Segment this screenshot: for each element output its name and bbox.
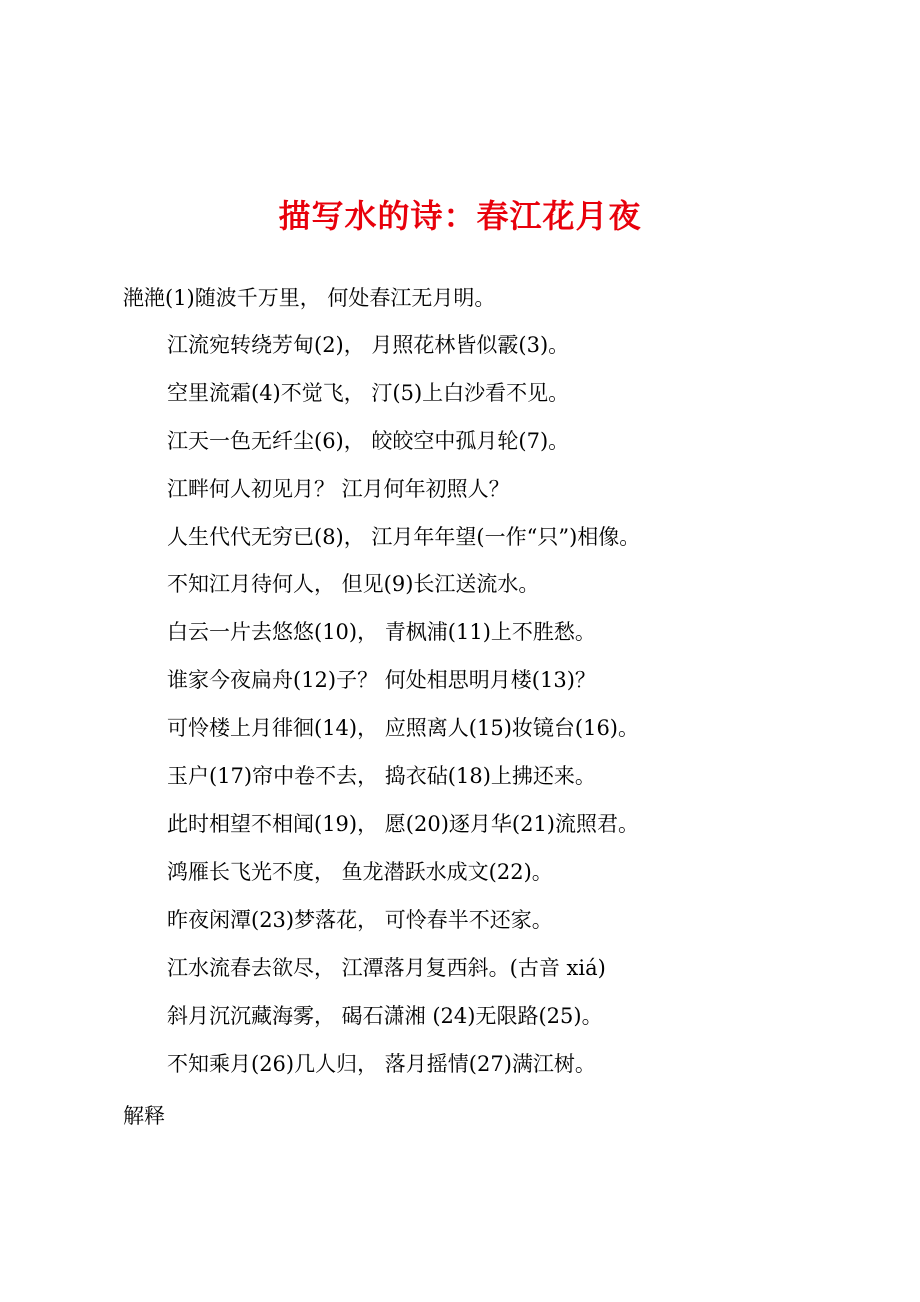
poem-line: 斜月沉沉藏海雾， 碣石潇湘 (24)无限路(25)。	[167, 1004, 603, 1028]
poem-line: 谁家今夜扁舟(12)子？ 何处相思明月楼(13)？	[167, 668, 596, 692]
poem-line: 不知乘月(26)几人归， 落月摇情(27)满江树。	[167, 1052, 596, 1076]
poem-line: 可怜楼上月徘徊(14)， 应照离人(15)妆镜台(16)。	[167, 716, 639, 740]
poem-line: 江流宛转绕芳甸(2)， 月照花林皆似霰(3)。	[167, 333, 570, 357]
poem-line: 白云一片去悠悠(10)， 青枫浦(11)上不胜愁。	[167, 620, 596, 644]
section-label-explanation: 解释	[123, 1104, 165, 1128]
poem-line: 江畔何人初见月？ 江月何年初照人？	[167, 477, 510, 501]
poem-line: 人生代代无穷已(8)， 江月年年望(一作“只”)相像。	[167, 525, 641, 549]
page-title: 描写水的诗：春江花月夜	[278, 197, 642, 235]
poem-line: 江水流春去欲尽， 江潭落月复西斜。(古音 xiá)	[167, 956, 606, 980]
poem-line: 空里流霜(4)不觉飞， 汀(5)上白沙看不见。	[167, 381, 570, 405]
poem-first-line: 滟滟(1)随波千万里， 何处春江无月明。	[123, 286, 496, 310]
poem-line: 昨夜闲潭(23)梦落花， 可怜春半不还家。	[167, 908, 553, 932]
poem-line: 鸿雁长飞光不度， 鱼龙潜跃水成文(22)。	[167, 860, 553, 884]
poem-line: 玉户(17)帘中卷不去， 捣衣砧(18)上拂还来。	[167, 764, 596, 788]
poem-line: 此时相望不相闻(19)， 愿(20)逐月华(21)流照君。	[167, 812, 639, 836]
poem-line: 不知江月待何人， 但见(9)长江送流水。	[167, 572, 540, 596]
poem-line: 江天一色无纤尘(6)， 皎皎空中孤月轮(7)。	[167, 429, 570, 453]
